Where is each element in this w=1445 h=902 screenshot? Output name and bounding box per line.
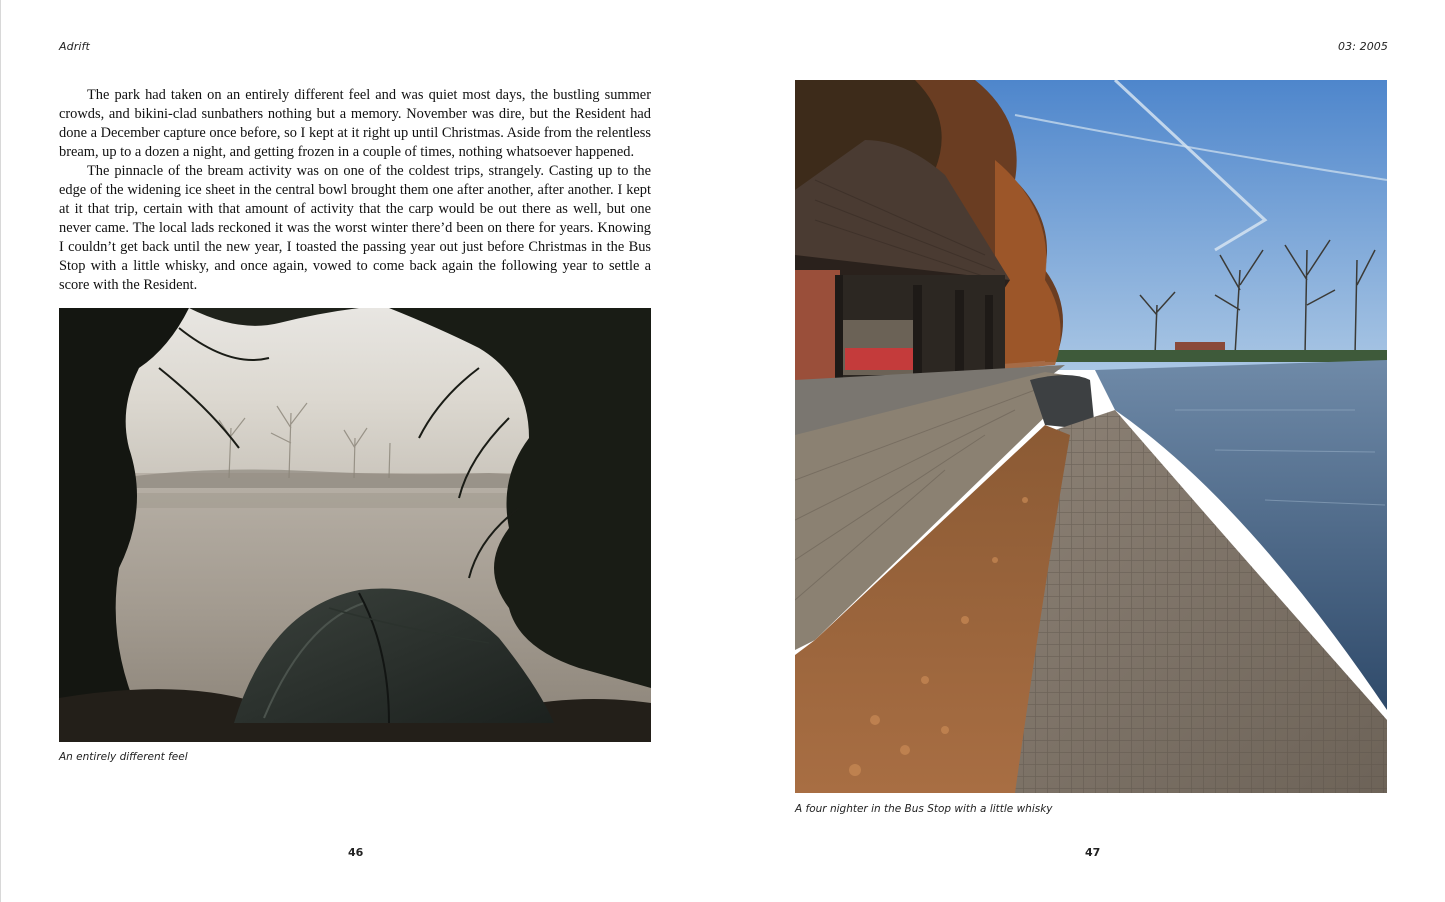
running-head-right: 03: 2005 — [1338, 40, 1388, 53]
body-text — [59, 86, 651, 295]
photo-caption-left: An entirely different feel — [59, 751, 188, 763]
photo-caption-right: A four nighter in the Bus Stop with a little whisky — [795, 803, 1053, 815]
page-number-left: 46 — [348, 846, 364, 859]
paragraph: The park had taken on an entirely different feel and was quiet most days, the bustling summer crowds, and bikini-clad sunbathers nothing but a memory. November was dire, but the Resident had done a December capture once before, so I kept at it right up until Christmas. Aside from the relentless bream, up to a dozen a night, and getting frozen in a couple of times, nothing whatsoever happened. — [59, 87, 651, 160]
paragraph: The pinnacle of the bream activity was on one of the coldest trips, strangely. Casting up to the edge of the widening ice sheet in the central bowl brought them one after another, after another. I kept at it that trip, certain with that amount of activity that the carp would be out there as well, but one never came. The local lads reckoned it was the worst winter there’d been on there for years. Knowing I couldn’t get back until the new year, I toasted the passing year out just before Christmas in the Bus Stop with a little whisky, and once again, vowed to come back again the following year to settle a score with the Resident. — [59, 163, 651, 293]
photo-bus-stop-shelter — [795, 80, 1387, 793]
page-edge-left — [0, 0, 1, 902]
page-number-right: 47 — [1085, 846, 1101, 859]
photo-tent-misty-lake — [59, 308, 651, 742]
running-head-left: Adrift — [59, 40, 90, 53]
